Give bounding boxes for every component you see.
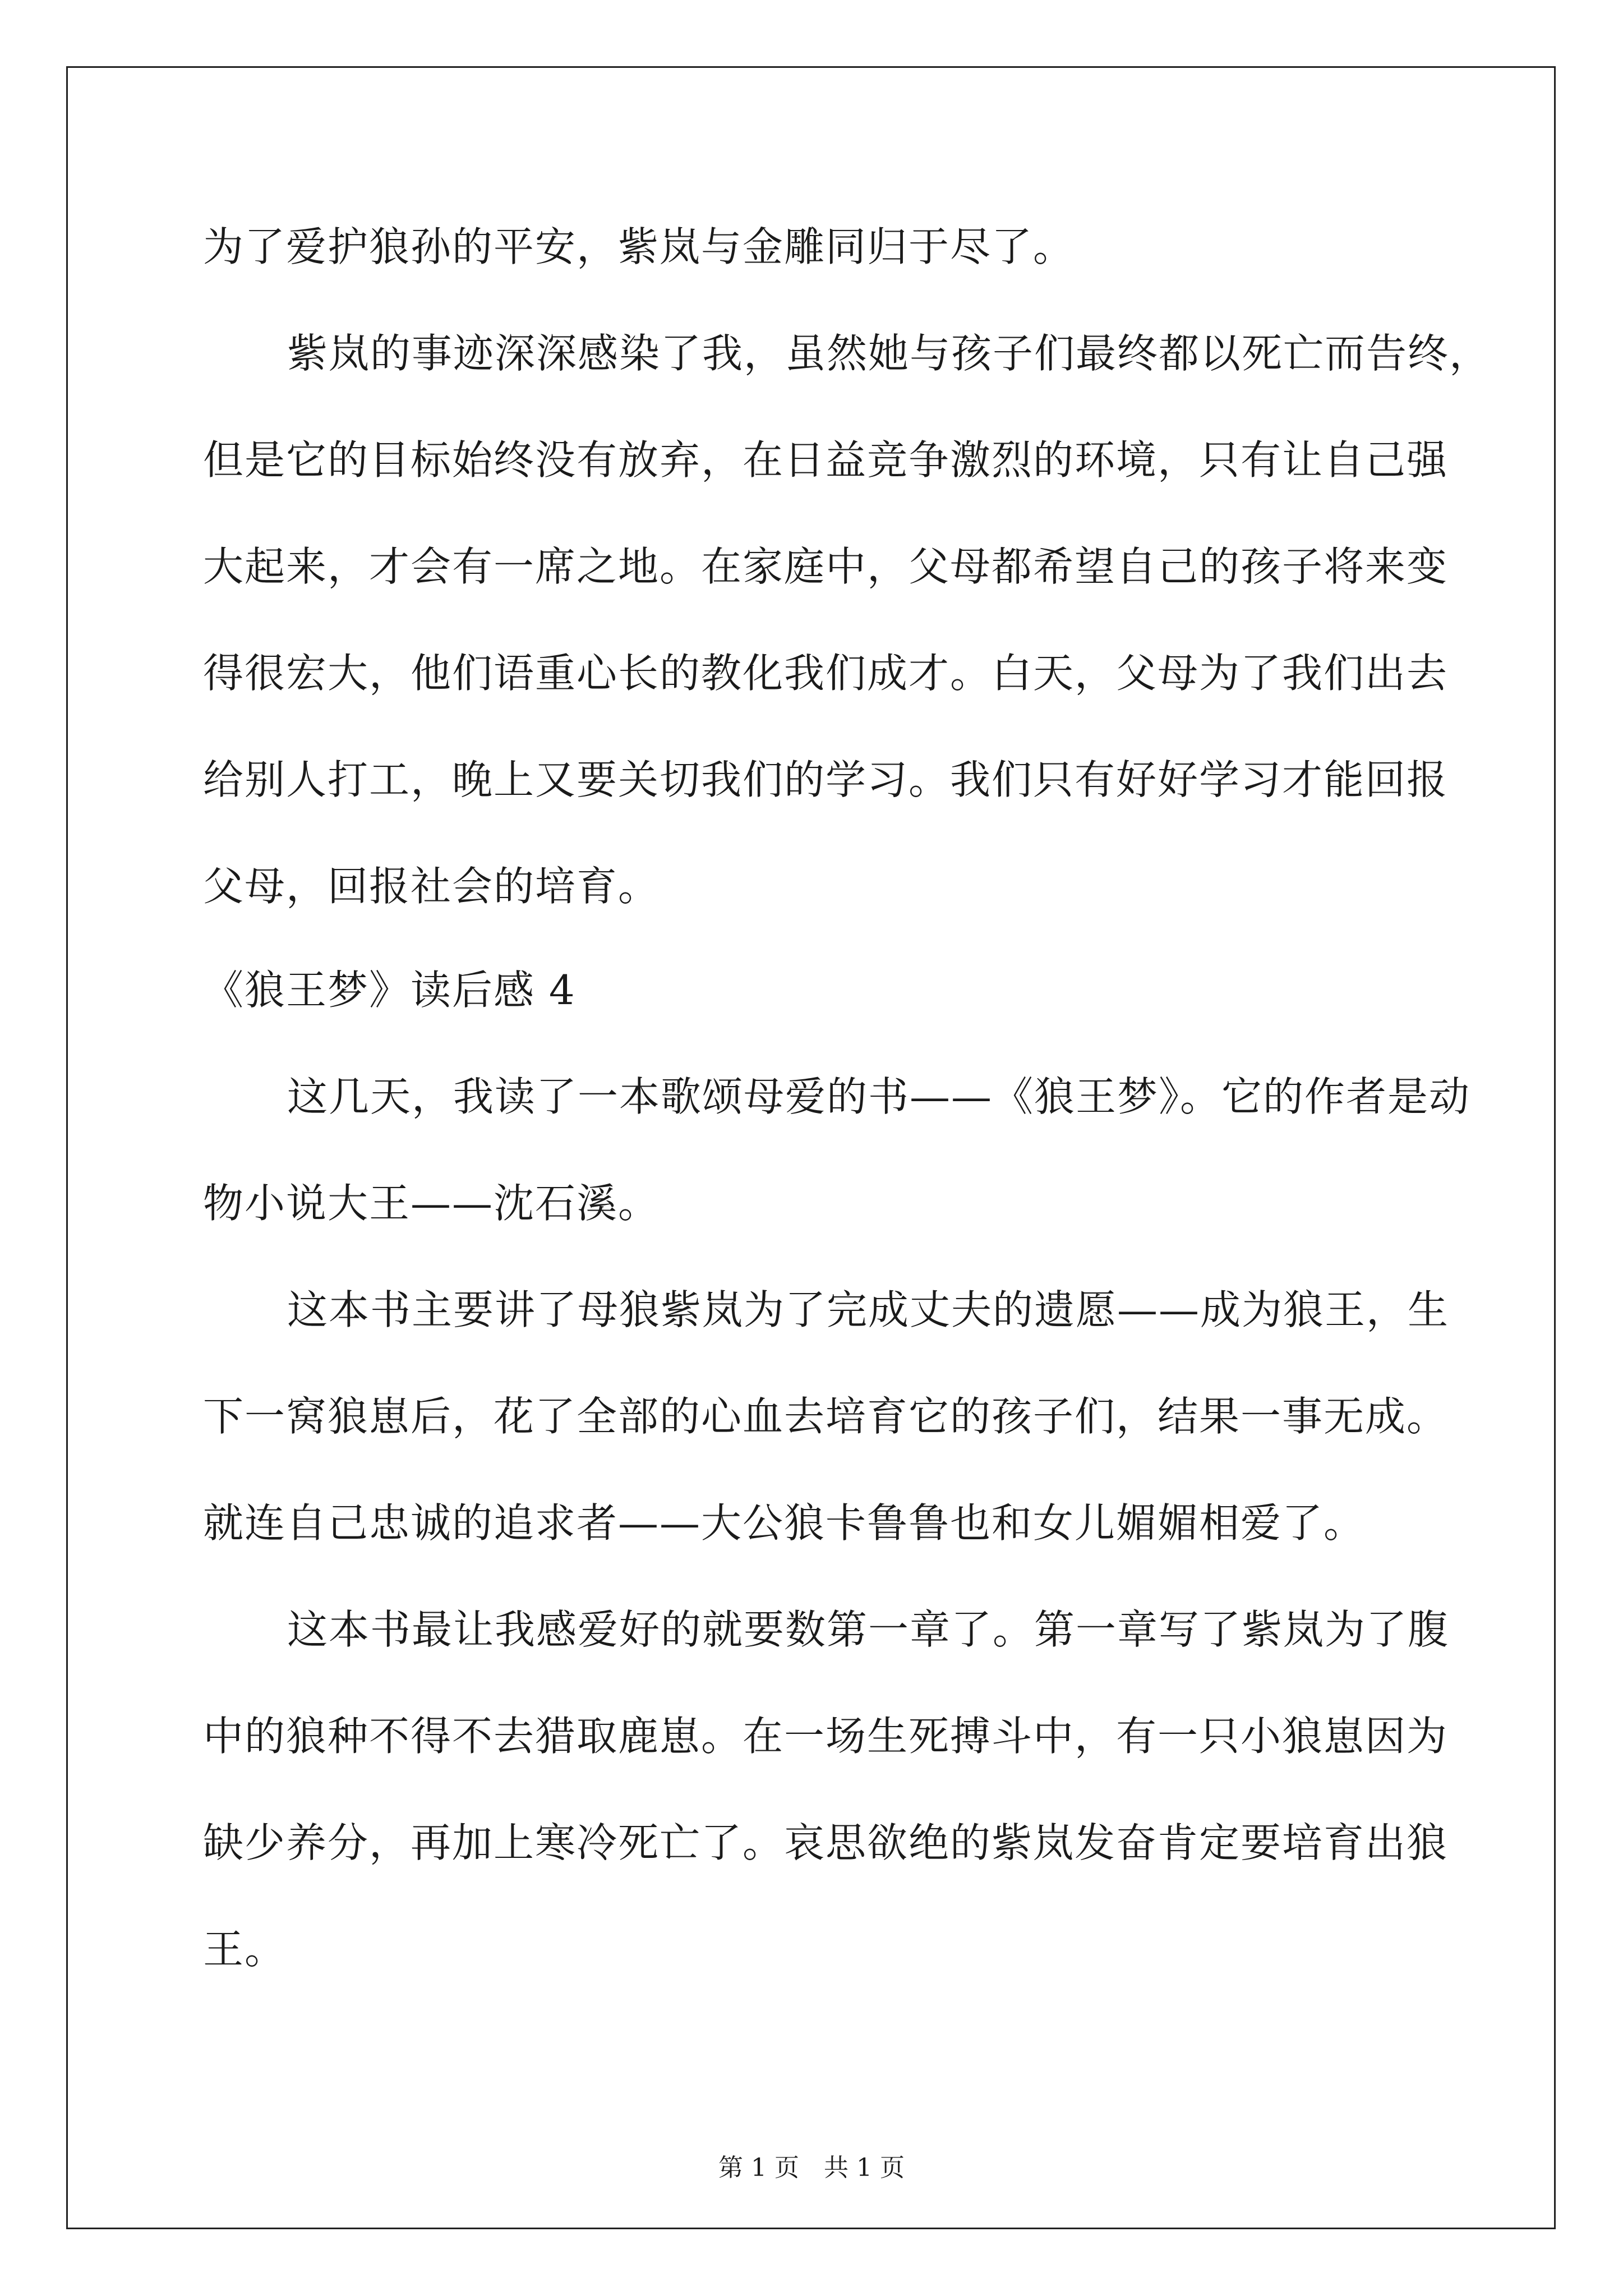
text-line: 这本书主要讲了母狼紫岚为了完成丈夫的遗愿——成为狼王，生 (287, 1286, 1450, 1333)
page-footer: 第 1 页 共 1 页 (718, 2154, 905, 2182)
text-line: 这本书最让我感爱好的就要数第一章了。第一章写了紫岚为了腹 (287, 1606, 1450, 1653)
section-heading: 《狼王梦》读后感 4 (203, 967, 576, 1014)
text-line: 就连自己忠诚的追求者——大公狼卡鲁鲁也和女儿媚媚相爱了。 (203, 1499, 1366, 1547)
text-line: 给别人打工，晚上又要关切我们的学习。我们只有好好学习才能回报 (203, 756, 1449, 803)
text-line: 但是它的目标始终没有放弃，在日益竞争激烈的环境，只有让自己强 (203, 436, 1449, 484)
text-line: 物小说大王——沈石溪。 (203, 1180, 660, 1227)
text-line: 父母，回报社会的培育。 (203, 863, 660, 910)
text-line: 为了爱护狼孙的平安，紫岚与金雕同归于尽了。 (203, 223, 1075, 270)
text-line: 紫岚的事迹深深感染了我，虽然她与孩子们最终都以死亡而告终， (287, 330, 1491, 377)
text-line: 这几天，我读了一本歌颂母爱的书——《狼王梦》。它的作者是动 (287, 1073, 1471, 1120)
page-border (66, 66, 1556, 2229)
text-line: 下一窝狼崽后，花了全部的心血去培育它的孩子们，结果一事无成。 (203, 1393, 1449, 1440)
text-line: 中的狼种不得不去猎取鹿崽。在一场生死搏斗中，有一只小狼崽因为 (203, 1713, 1449, 1760)
text-line: 王。 (203, 1926, 287, 1973)
text-line: 大起来，才会有一席之地。在家庭中，父母都希望自己的孩子将来变 (203, 543, 1449, 590)
text-line: 缺少养分，再加上寒冷死亡了。哀思欲绝的紫岚发奋肯定要培育出狼 (203, 1819, 1449, 1866)
text-line: 得很宏大，他们语重心长的教化我们成才。白天，父母为了我们出去 (203, 650, 1449, 697)
